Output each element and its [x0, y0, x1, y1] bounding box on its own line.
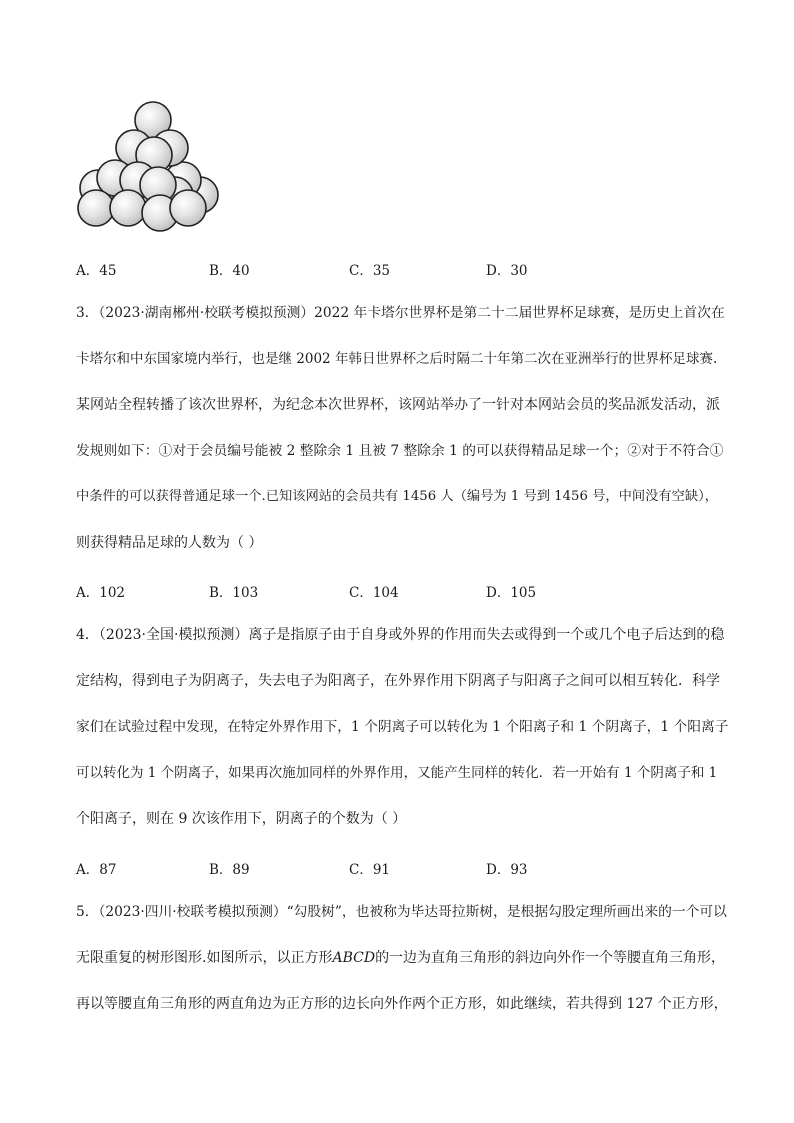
question-4	[76, 612, 729, 842]
question-5	[76, 889, 726, 1027]
q4-line-5: 个阳离子，则在 9 次该作用下，阴离子的个数为（ ）	[76, 811, 407, 827]
q2-option-a: A．45	[76, 263, 117, 279]
q3-option-c: C．104	[349, 585, 399, 601]
q3-line-4: 发规则如下：①对于会员编号能被 2 整除余 1 且被 7 整除余 1 的可以获得精品足球一个；②对于不符合①	[76, 443, 724, 459]
q5-line-1: 5．（2023·四川·校联考模拟预测）“勾股树”，也被称为毕达哥拉斯树，是根据勾股定理所画出来的一个可以	[76, 904, 727, 920]
q2-option-b: B．40	[209, 263, 250, 279]
q5-line-3: 再以等腰直角三角形的两直角边为正方形的边长向外作两个正方形，如此继续，若共得到 127 个正方形，	[76, 996, 728, 1012]
q2-option-c: C．35	[349, 263, 391, 279]
q3-line-3: 某网站全程转播了该次世界杯，为纪念本次世界杯，该网站举办了一针对本网站会员的奖品派发活动，派	[76, 397, 720, 413]
q4-option-b: B．89	[209, 862, 250, 878]
q4-line-4: 可以转化为 1 个阴离子，如果再次施加同样的外界作用，又能产生同样的转化．若一开始有 1 个阴离子和 1	[76, 765, 718, 781]
q3-line-5: 中条件的可以获得普通足球一个.已知该网站的会员共有 1456 人（编号为 1 号到 1456 号，中间没有空缺），	[76, 489, 718, 504]
square-abcd-label: ABCD	[332, 950, 376, 966]
q3-line-2: 卡塔尔和中东国家境内举行，也是继 2002 年韩日世界杯之后时隔二十年第二次在亚洲举行的世界杯足球赛.	[76, 351, 718, 367]
q4-line-1: 4．（2023·全国·模拟预测）离子是指原子由于自身或外界的作用而失去或得到一个或几个电子后达到的稳	[76, 627, 725, 643]
q3-options	[76, 581, 716, 605]
q5-line-2-before: 无限重复的树形图形.如图所示，以正方形	[76, 950, 333, 966]
q4-line-3: 家们在试验过程中发现，在特定外界作用下，1 个阴离子可以转化为 1 个阳离子和 1 个阴离子，1 个阳离子	[76, 719, 729, 735]
q3-option-a: A．102	[76, 585, 126, 601]
q3-option-b: B．103	[209, 585, 259, 601]
q3-option-d: D．105	[486, 585, 537, 601]
q2-option-d: D．30	[486, 263, 528, 279]
q4-option-d: D．93	[486, 862, 528, 878]
q4-option-a: A．87	[76, 862, 117, 878]
question-3	[76, 290, 726, 566]
q4-line-2: 定结构，得到电子为阴离子，失去电子为阳离子，在外界作用下阴离子与阳离子之间可以相互转化．科学	[76, 673, 720, 689]
q3-line-1: 3．（2023·湖南郴州·校联考模拟预测）2022 年卡塔尔世界杯是第二十二届世界杯足球赛，是历史上首次在	[76, 305, 725, 321]
ball-pyramid-figure	[70, 100, 230, 235]
q2-options	[76, 259, 716, 283]
q4-option-c: C．91	[349, 862, 391, 878]
q4-options	[76, 858, 716, 882]
q5-line-2	[76, 935, 726, 981]
q5-line-2-after: 的一边为直角三角形的斜边向外作一个等腰直角三角形，	[375, 950, 726, 966]
q3-line-6: 则获得精品足球的人数为（ ）	[76, 535, 263, 551]
